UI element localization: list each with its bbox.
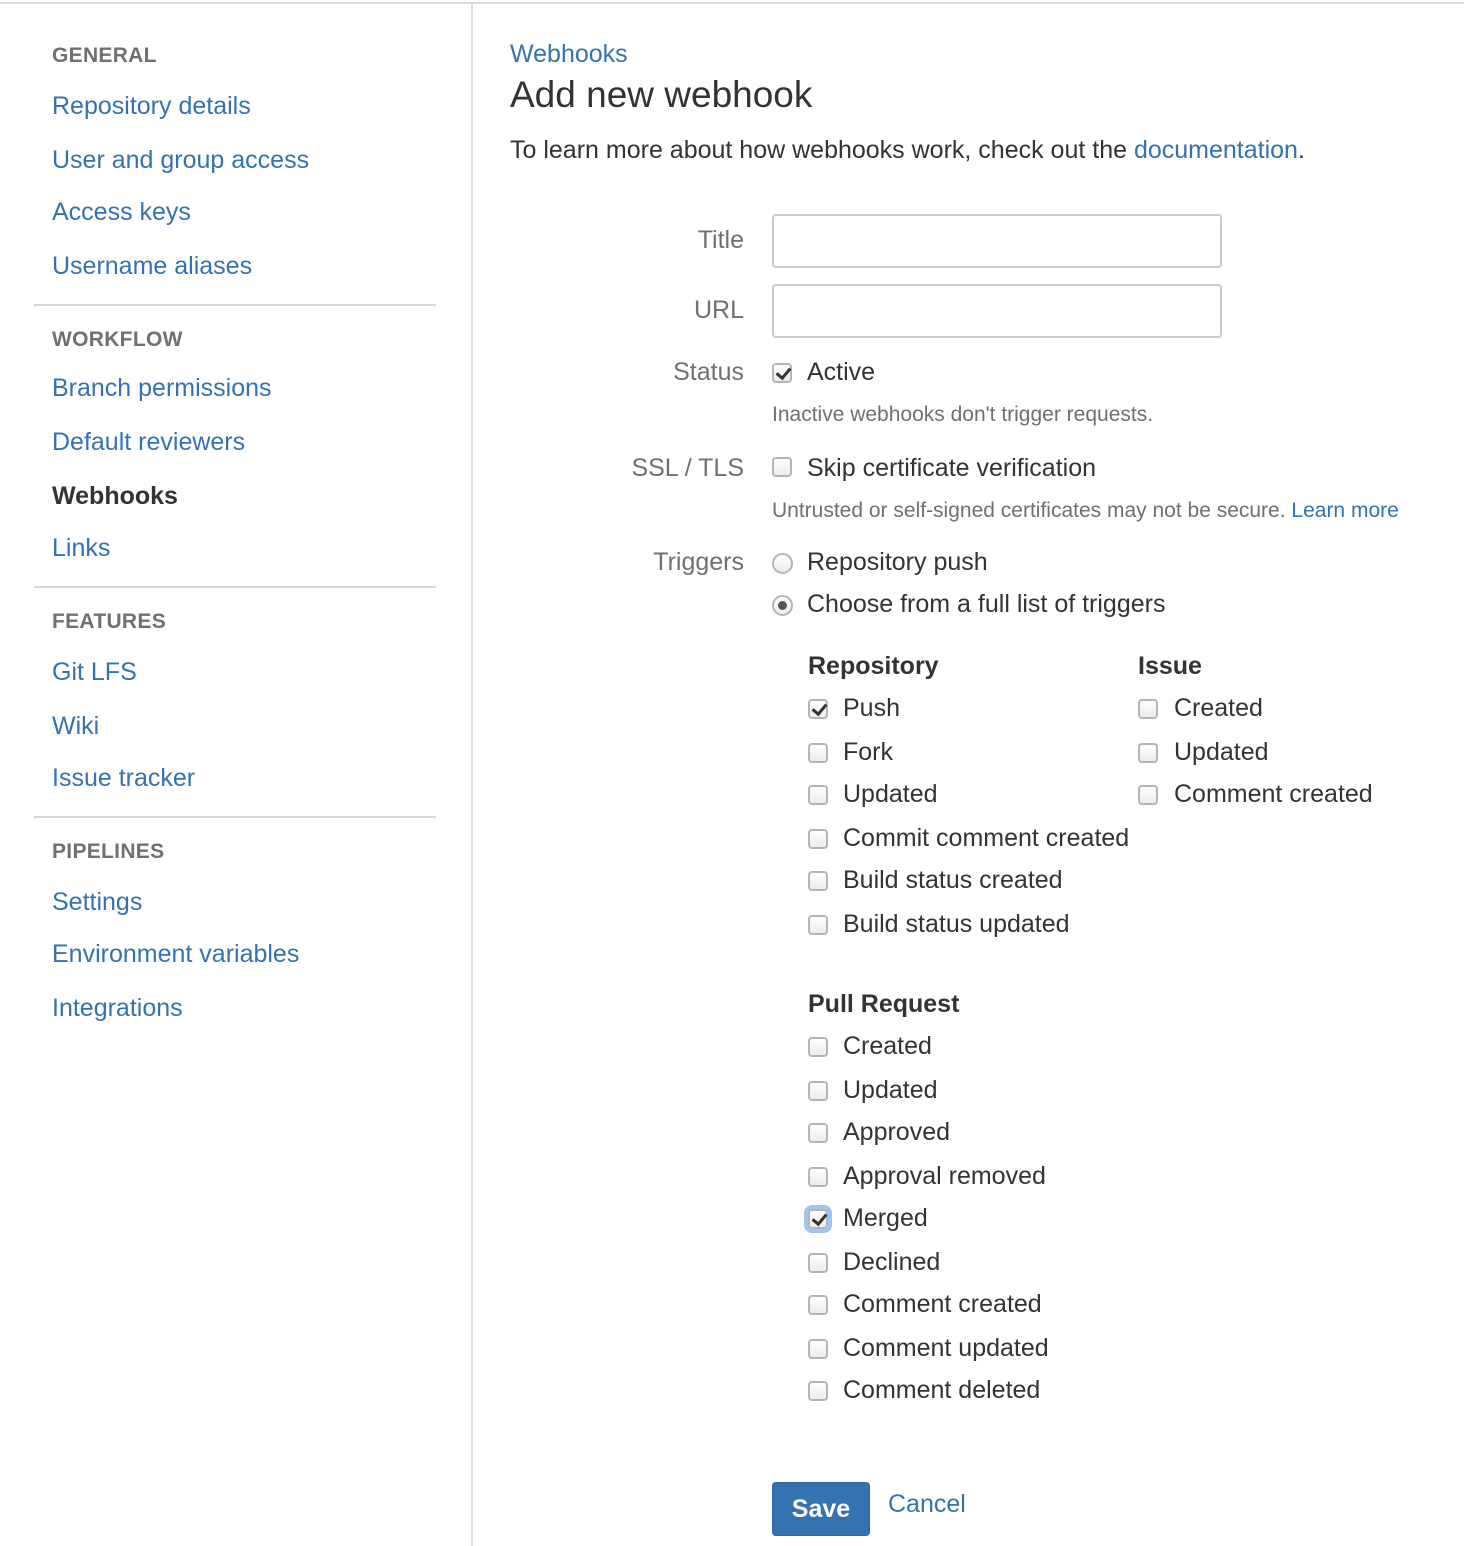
repository-triggers-heading: Repository [808,652,939,680]
sidebar-heading-workflow: WORKFLOW [52,328,183,351]
pr-comment-deleted-label[interactable]: Comment deleted [843,1376,1041,1404]
save-button[interactable]: Save [772,1482,870,1536]
repo-commit-comment-checkbox[interactable] [808,829,828,849]
repo-updated-label[interactable]: Updated [843,780,938,808]
pr-updated-label[interactable]: Updated [843,1076,938,1104]
pr-approved-label[interactable]: Approved [843,1118,951,1146]
breadcrumb-webhooks[interactable]: Webhooks [510,40,628,68]
pr-comment-created-checkbox[interactable] [808,1295,828,1315]
learn-more-link[interactable]: Learn more [1291,499,1399,522]
sidebar-section-divider [34,816,436,818]
sidebar-item-integrations[interactable]: Integrations [52,994,183,1022]
repo-build-status-created-label[interactable]: Build status created [843,866,1063,894]
sidebar-item-username-aliases[interactable]: Username aliases [52,252,253,280]
pr-approval-removed-label[interactable]: Approval removed [843,1162,1046,1190]
pr-declined-checkbox[interactable] [808,1253,828,1273]
ssl-help-body: Untrusted or self-signed certificates may not be secure. [772,499,1292,522]
sidebar-heading-features: FEATURES [52,610,167,633]
intro-text-body: To learn more about how webhooks work, check out the [510,136,1134,164]
status-help-text: Inactive webhooks don't trigger requests. [772,403,1154,426]
sidebar-heading-pipelines: PIPELINES [52,840,165,863]
repo-push-checkbox[interactable] [808,699,828,719]
pr-comment-updated-checkbox[interactable] [808,1339,828,1359]
pr-approved-checkbox[interactable] [808,1123,828,1143]
title-label: Title [697,226,744,254]
sidebar-item-issue-tracker[interactable]: Issue tracker [52,764,196,792]
sidebar-item-webhooks[interactable]: Webhooks [52,482,178,510]
skip-cert-option-label[interactable]: Skip certificate verification [807,454,1097,482]
triggers-label: Triggers [653,548,744,576]
pr-comment-updated-label[interactable]: Comment updated [843,1334,1049,1362]
repo-fork-checkbox[interactable] [808,743,828,763]
repository-push-radio[interactable] [772,553,793,574]
sidebar-heading-general: GENERAL [52,44,157,67]
pr-comment-created-label[interactable]: Comment created [843,1290,1042,1318]
active-checkbox[interactable] [772,363,792,383]
pr-merged-checkbox[interactable] [808,1209,828,1229]
active-option-label[interactable]: Active [807,358,876,386]
repo-fork-label[interactable]: Fork [843,738,893,766]
issue-triggers-heading: Issue [1138,652,1202,680]
issue-comment-created-checkbox[interactable] [1138,785,1158,805]
documentation-link[interactable]: documentation [1133,136,1298,164]
pr-updated-checkbox[interactable] [808,1081,828,1101]
repo-updated-checkbox[interactable] [808,785,828,805]
pr-created-checkbox[interactable] [808,1037,828,1057]
skip-cert-checkbox[interactable] [772,457,792,477]
pr-created-label[interactable]: Created [843,1032,932,1060]
url-label: URL [693,296,744,324]
sidebar-item-environment-variables[interactable]: Environment variables [52,940,300,968]
sidebar-item-access-keys[interactable]: Access keys [52,198,191,226]
repo-build-status-updated-checkbox[interactable] [808,915,828,935]
sidebar-item-links[interactable]: Links [52,534,111,562]
ssl-tls-label: SSL / TLS [631,454,744,482]
repo-push-label[interactable]: Push [843,694,900,722]
ssl-help-text [772,499,1399,523]
full-list-option-label[interactable]: Choose from a full list of triggers [807,590,1166,618]
intro-text [510,136,1305,165]
status-label: Status [673,358,744,386]
pr-declined-label[interactable]: Declined [843,1248,941,1276]
sidebar-item-branch-permissions[interactable]: Branch permissions [52,374,272,402]
pull-request-triggers-heading: Pull Request [808,990,960,1018]
cancel-link[interactable]: Cancel [888,1490,966,1518]
title-input[interactable] [772,214,1222,268]
pr-merged-label[interactable]: Merged [843,1204,928,1232]
sidebar-item-repository-details[interactable]: Repository details [52,92,251,120]
sidebar-item-wiki[interactable]: Wiki [52,712,100,740]
sidebar-section-divider [34,304,436,306]
sidebar-item-user-and-group-access[interactable]: User and group access [52,146,310,174]
sidebar-item-pipeline-settings[interactable]: Settings [52,888,143,916]
repo-build-status-updated-label[interactable]: Build status updated [843,910,1070,938]
issue-comment-created-label[interactable]: Comment created [1174,780,1373,808]
url-input[interactable] [772,284,1222,338]
repo-build-status-created-checkbox[interactable] [808,871,828,891]
issue-updated-checkbox[interactable] [1138,743,1158,763]
pr-comment-deleted-checkbox[interactable] [808,1381,828,1401]
top-border [0,2,1464,4]
issue-created-checkbox[interactable] [1138,699,1158,719]
full-list-radio[interactable] [772,595,793,616]
issue-updated-label[interactable]: Updated [1174,738,1269,766]
sidebar-item-git-lfs[interactable]: Git LFS [52,658,137,686]
issue-created-label[interactable]: Created [1174,694,1263,722]
page-title: Add new webhook [510,74,813,115]
sidebar-divider [471,4,473,1546]
repository-push-option-label[interactable]: Repository push [807,548,988,576]
pr-approval-removed-checkbox[interactable] [808,1167,828,1187]
repo-commit-comment-label[interactable]: Commit comment created [843,824,1130,852]
sidebar-item-default-reviewers[interactable]: Default reviewers [52,428,246,456]
sidebar-section-divider [34,586,436,588]
intro-text-end: . [1297,136,1305,164]
